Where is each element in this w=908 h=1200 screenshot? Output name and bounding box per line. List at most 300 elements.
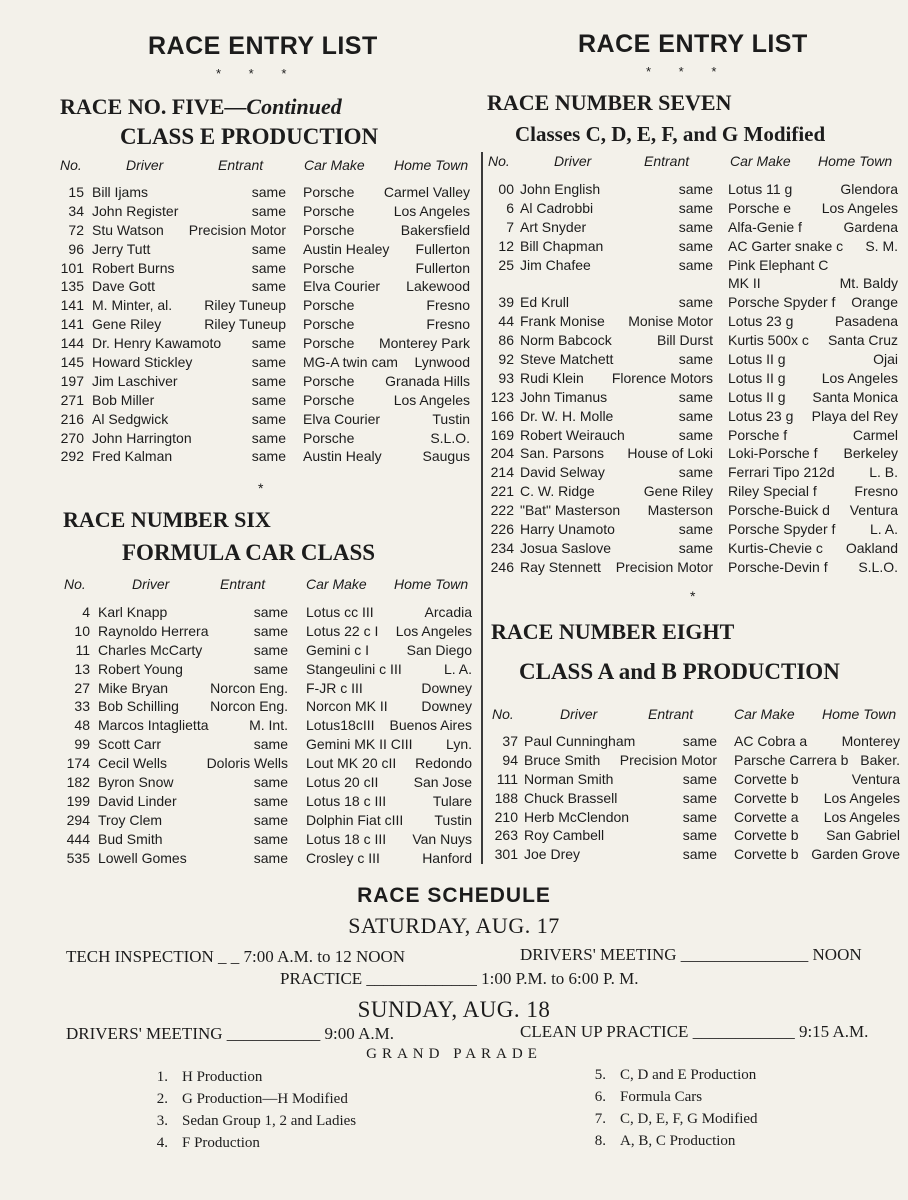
race5-car-make: Porsche — [303, 316, 355, 333]
race6-home-town: Los Angeles — [395, 622, 472, 639]
race5-race-number: 141 — [60, 316, 84, 333]
race7-entrant: Florence Motors — [611, 369, 713, 386]
parade-list-right — [586, 1067, 886, 1155]
race7-entry-row — [484, 370, 904, 389]
race8-header-home-town: Home Town — [822, 706, 897, 722]
parade-item — [586, 1067, 886, 1089]
race7-table — [484, 181, 904, 578]
race7-entry-row — [484, 257, 904, 276]
race8-race-number: 301 — [494, 846, 518, 863]
race5-entrant: same — [251, 278, 286, 295]
race6-race-number: 444 — [66, 830, 90, 847]
parade-item-label: Formula Cars — [620, 1089, 703, 1105]
race7-driver: San. Parsons — [520, 445, 605, 462]
race8-car-make: Corvette b — [734, 846, 799, 863]
race7-entry-row — [484, 332, 904, 351]
parade-item — [148, 1135, 468, 1157]
race5-heading-continued: Continued — [246, 94, 342, 119]
race7-home-town: Playa del Rey — [811, 407, 898, 424]
race7-driver: Dr. W. H. Molle — [520, 407, 614, 424]
race7-entry-row — [484, 351, 904, 370]
race8-race-number: 263 — [494, 827, 518, 844]
race8-header-entrant: Entrant — [648, 706, 694, 722]
race6-entry-row — [58, 850, 478, 869]
race8-entrant: Precision Motor — [619, 751, 717, 768]
race6-entrant: Norcon Eng. — [210, 698, 288, 715]
race7-car-make: Porsche-Buick d — [728, 502, 830, 519]
race7-entry-row — [484, 200, 904, 219]
race5-entrant: Riley Tuneup — [204, 316, 286, 333]
race5-car-make: Porsche — [303, 259, 355, 276]
race7-entrant: same — [678, 199, 713, 216]
race8-car-make: AC Cobra a — [734, 733, 808, 749]
race5-driver: Jerry Tutt — [92, 240, 151, 257]
race5-table — [58, 184, 478, 467]
race5-driver: Dave Gott — [92, 278, 156, 295]
race7-car-make: Lotus 11 g — [728, 181, 793, 197]
race8-race-number: 94 — [502, 751, 518, 768]
race6-driver: Karl Knapp — [98, 604, 168, 620]
left-title: RACE ENTRY LIST — [148, 32, 378, 60]
race6-driver: Byron Snow — [98, 774, 174, 791]
race5-race-number: 270 — [60, 429, 84, 446]
parade-item — [586, 1133, 886, 1155]
race8-race-number: 188 — [494, 789, 518, 806]
race6-driver: Marcos Intaglietta — [98, 717, 209, 734]
race7-race-number: 12 — [498, 237, 514, 254]
race6-header-driver: Driver — [132, 576, 170, 592]
race7-entrant: same — [678, 256, 713, 273]
race7-car-make: AC Garter snake c — [728, 237, 844, 254]
race5-entry-row — [58, 354, 478, 373]
race5-race-number: 292 — [60, 448, 84, 465]
race8-driver: Chuck Brassell — [524, 789, 618, 806]
practice-line: PRACTICE _____________ 1:00 P.M. to 6:00 P. M. — [280, 969, 639, 988]
race5-home-town: Carmel Valley — [383, 184, 470, 200]
race5-home-town: Granada Hills — [385, 372, 470, 389]
race6-subheading: FORMULA CAR CLASS — [122, 540, 376, 565]
race7-entry-row — [484, 464, 904, 483]
race5-car-make: Porsche — [303, 335, 355, 352]
race5-car-make: Elva Courier — [303, 410, 381, 427]
race7-home-town: Gardena — [843, 218, 898, 235]
race5-race-number: 15 — [68, 184, 84, 200]
race8-driver: Herb McClendon — [524, 808, 630, 825]
race7-entry-row — [484, 521, 904, 540]
race6-race-number: 48 — [74, 717, 90, 734]
race5-driver: Dr. Henry Kawamoto — [92, 335, 222, 352]
race7-car-make: Alfa-Genie f — [728, 218, 802, 235]
race7-entrant: same — [678, 237, 713, 254]
race7-car-make: Porsche Spyder f — [728, 521, 836, 538]
race5-entry-row — [58, 297, 478, 316]
parade-item-label: C, D and E Production — [620, 1067, 757, 1083]
parade-item-number: 6. — [594, 1089, 606, 1105]
race6-home-town: San Jose — [413, 774, 472, 791]
race5-race-number: 144 — [60, 335, 84, 352]
race8-home-town: Monterey — [841, 733, 900, 749]
race5-car-make: Porsche — [303, 429, 355, 446]
race5-car-make: Porsche — [303, 297, 355, 314]
right-stars: * * * — [646, 64, 729, 79]
race5-race-number: 145 — [60, 354, 84, 371]
race7-header-car-make: Car Make — [730, 153, 791, 169]
race7-entrant: same — [678, 521, 713, 538]
race5-home-town: Los Angeles — [393, 202, 470, 219]
race8-header-car-make: Car Make — [734, 706, 795, 722]
race5-entry-row — [58, 184, 478, 203]
race6-entry-row — [58, 831, 478, 850]
saturday-heading: SATURDAY, AUG. 17 — [348, 913, 560, 938]
race5-driver: Robert Burns — [92, 259, 175, 276]
race6-car-make: Gemini c I — [306, 641, 370, 658]
race7-header-driver: Driver — [554, 153, 592, 169]
race7-entrant: Gene Riley — [643, 483, 713, 500]
schedule-title: RACE SCHEDULE — [357, 884, 551, 907]
race7-race-number: 25 — [498, 256, 514, 273]
race5-entry-row — [58, 373, 478, 392]
race8-entrant: same — [682, 846, 717, 863]
race5-home-town: Fresno — [426, 297, 470, 314]
race5-car-make: MG-A twin cam — [303, 354, 398, 371]
race7-car-make: Pink Elephant C — [728, 256, 829, 273]
race7-home-town: Los Angeles — [821, 199, 898, 216]
race5-home-town: Los Angeles — [393, 391, 470, 408]
race6-car-make: Lotus 18 c III — [306, 792, 387, 809]
race7-car-make: MK II — [728, 275, 761, 292]
race7-driver: Jim Chafee — [520, 256, 591, 273]
right-title: RACE ENTRY LIST — [578, 30, 808, 58]
race5-car-make: Porsche — [303, 202, 355, 219]
race5-entry-row — [58, 448, 478, 467]
race6-entrant: same — [253, 660, 288, 677]
race6-entry-row — [58, 812, 478, 831]
race5-driver: Bob Miller — [92, 391, 155, 408]
race5-entry-row — [58, 430, 478, 449]
race6-entry-row — [58, 604, 478, 623]
race5-car-make: Austin Healey — [303, 240, 390, 257]
race6-home-town: L. A. — [443, 660, 472, 677]
parade-item-label: H Production — [182, 1069, 263, 1085]
race7-home-town: Los Angeles — [821, 369, 898, 386]
race5-race-number: 72 — [68, 221, 84, 238]
race5-race-number: 271 — [60, 391, 84, 408]
race7-entry-row — [484, 540, 904, 559]
race7-entrant: Bill Durst — [656, 332, 713, 349]
race7-heading: RACE NUMBER SEVEN — [487, 90, 732, 115]
race6-entrant: Norcon Eng. — [210, 679, 288, 696]
right-separator: * — [690, 588, 696, 604]
race6-car-make: Dolphin Fiat cIII — [306, 811, 404, 828]
race7-car-make: Ferrari Tipo 212d — [728, 464, 835, 481]
race6-home-town: Downey — [421, 679, 472, 696]
race5-entry-row — [58, 203, 478, 222]
race7-entry-row — [484, 313, 904, 332]
race8-car-make: Parsche Carrera b — [734, 751, 849, 768]
race7-car-make: Lotus 23 g — [728, 407, 794, 424]
race6-entrant: same — [253, 811, 288, 828]
parade-item — [148, 1069, 468, 1091]
race8-home-town: San Gabriel — [826, 827, 900, 844]
race6-entry-row — [58, 793, 478, 812]
race7-header-home-town: Home Town — [818, 153, 893, 169]
race7-entrant: same — [678, 351, 713, 368]
parade-item-number: 5. — [594, 1067, 606, 1083]
race6-driver: Lowell Gomes — [98, 849, 187, 866]
race7-driver: Norm Babcock — [520, 332, 612, 349]
race8-subheading: CLASS A and B PRODUCTION — [519, 659, 840, 684]
race5-entrant: same — [251, 335, 286, 352]
sunday-heading: SUNDAY, AUG. 18 — [357, 997, 551, 1022]
race7-home-town: L. B. — [869, 464, 898, 481]
race6-entry-row — [58, 680, 478, 699]
race5-race-number: 135 — [60, 278, 84, 295]
race8-entrant: same — [682, 733, 717, 749]
race7-entry-row — [484, 502, 904, 521]
race6-header-entrant: Entrant — [220, 576, 266, 592]
race7-driver: Art Snyder — [520, 218, 587, 235]
race7-home-town: Berkeley — [843, 445, 898, 462]
race8-table — [484, 733, 904, 865]
race6-entry-row — [58, 642, 478, 661]
race5-car-make: Elva Courier — [303, 278, 381, 295]
race7-race-number: 222 — [490, 502, 514, 519]
race7-entrant: Precision Motor — [615, 558, 713, 575]
parade-item-number: 2. — [156, 1091, 168, 1107]
race5-entry-row — [58, 260, 478, 279]
race5-entrant: Precision Motor — [188, 221, 286, 238]
race7-home-town: Mt. Baldy — [839, 275, 898, 292]
race8-home-town: Los Angeles — [823, 789, 900, 806]
race5-driver: Fred Kalman — [92, 448, 173, 465]
race7-entrant: same — [678, 388, 713, 405]
race6-car-make: Lotus 18 c III — [306, 830, 387, 847]
race7-race-number: 246 — [490, 558, 514, 575]
race8-car-make: Corvette a — [734, 808, 799, 825]
race7-home-town: Santa Monica — [812, 388, 898, 405]
grand-parade-title: GRAND PARADE — [366, 1046, 542, 1062]
race5-entrant: same — [251, 240, 286, 257]
race6-home-town: San Diego — [406, 641, 472, 658]
race5-entry-row — [58, 241, 478, 260]
race6-driver: Robert Young — [98, 660, 183, 677]
race7-entry-row — [484, 294, 904, 313]
race6-home-town: Redondo — [415, 755, 472, 772]
race6-driver: Bud Smith — [98, 830, 163, 847]
race7-home-town: Orange — [851, 294, 898, 311]
race8-driver: Bruce Smith — [524, 751, 601, 768]
race6-driver: Scott Carr — [98, 736, 162, 753]
race7-entry-row — [484, 275, 904, 294]
race6-home-town: Arcadia — [424, 604, 472, 620]
race7-race-number: 234 — [490, 539, 514, 556]
race7-race-number: 7 — [506, 218, 514, 235]
race6-driver: Troy Clem — [98, 811, 163, 828]
race6-entrant: same — [253, 641, 288, 658]
race8-heading: RACE NUMBER EIGHT — [491, 619, 735, 644]
race8-car-make: Corvette b — [734, 827, 799, 844]
race6-driver: David Linder — [98, 792, 177, 809]
race8-race-number: 111 — [496, 770, 518, 787]
column-divider — [481, 152, 483, 864]
parade-list-left — [148, 1069, 468, 1157]
race5-subheading: CLASS E PRODUCTION — [120, 124, 379, 149]
race7-driver: "Bat" Masterson — [520, 502, 621, 519]
race5-race-number: 141 — [60, 297, 84, 314]
race7-entry-row — [484, 427, 904, 446]
race5-entrant: same — [251, 391, 286, 408]
race5-race-number: 34 — [68, 202, 84, 219]
parade-item — [148, 1091, 468, 1113]
race6-car-make: Norcon MK II — [306, 698, 388, 715]
race7-race-number: 00 — [498, 181, 514, 197]
race6-entrant: same — [253, 736, 288, 753]
race8-entrant: same — [682, 808, 717, 825]
race7-entrant: same — [678, 426, 713, 443]
race7-driver: Steve Matchett — [520, 351, 614, 368]
race7-header-race-number: No. — [488, 153, 510, 169]
race8-home-town: Los Angeles — [823, 808, 900, 825]
race6-race-number: 174 — [66, 755, 90, 772]
race7-car-make: Lotus II g — [728, 369, 786, 386]
parade-item-label: A, B, C Production — [620, 1133, 736, 1149]
race8-header-race-number: No. — [492, 706, 514, 722]
race7-home-town: Pasadena — [834, 313, 898, 330]
drivers-meeting-sunday-line: DRIVERS' MEETING ___________ 9:00 A.M. — [66, 1024, 394, 1043]
race5-entrant: same — [251, 202, 286, 219]
race8-entry-row — [484, 809, 904, 828]
race5-header-race-number: No. — [60, 157, 82, 173]
race5-home-town: Fresno — [426, 316, 470, 333]
race8-entry-row — [484, 846, 904, 865]
parade-item — [586, 1111, 886, 1133]
race7-entrant: same — [678, 294, 713, 311]
race7-subheading: Classes C, D, E, F, and G Modified — [515, 122, 826, 146]
race7-home-town: Ventura — [849, 502, 898, 519]
race5-driver: Al Sedgwick — [92, 410, 169, 427]
race6-home-town: Buenos Aires — [389, 717, 472, 734]
race7-race-number: 214 — [490, 464, 514, 481]
race7-race-number: 123 — [490, 388, 514, 405]
race7-entrant: same — [678, 218, 713, 235]
race8-car-make: Corvette b — [734, 789, 799, 806]
race7-race-number: 39 — [498, 294, 514, 311]
race7-entry-row — [484, 445, 904, 464]
race7-entrant: Masterson — [647, 502, 713, 519]
race5-driver: Bill Ijams — [92, 184, 149, 200]
race7-entry-row — [484, 181, 904, 200]
race6-car-make: Gemini MK II CIII — [306, 736, 413, 753]
race6-entrant: same — [253, 792, 288, 809]
race5-entrant: same — [251, 410, 286, 427]
race8-driver: Roy Cambell — [524, 827, 605, 844]
race6-entrant: M. Int. — [249, 717, 288, 734]
race6-car-make: Lotus18cIII — [306, 717, 375, 734]
race6-driver: Cecil Wells — [98, 755, 167, 772]
parade-item-label: G Production—H Modified — [182, 1091, 348, 1107]
race6-car-make: Lout MK 20 cII — [306, 755, 397, 772]
race7-driver: Ray Stennett — [520, 558, 601, 575]
race5-driver: John Harrington — [92, 429, 192, 446]
race7-race-number: 221 — [490, 483, 514, 500]
race6-race-number: 294 — [66, 811, 90, 828]
race7-race-number: 6 — [506, 199, 514, 216]
clean-up-practice-line: CLEAN UP PRACTICE ____________ 9:15 A.M. — [520, 1022, 869, 1041]
race7-home-town: S. M. — [865, 237, 898, 254]
race7-driver: Rudi Klein — [520, 369, 584, 386]
race6-race-number: 535 — [66, 849, 90, 866]
race7-driver: Bill Chapman — [520, 237, 604, 254]
race7-home-town: Carmel — [852, 426, 898, 443]
race6-race-number: 182 — [66, 774, 90, 791]
race5-driver: M. Minter, al. — [92, 297, 173, 314]
race8-race-number: 210 — [494, 808, 518, 825]
race7-car-make: Riley Special f — [728, 483, 817, 500]
race6-race-number: 4 — [82, 604, 90, 620]
race6-entry-row — [58, 717, 478, 736]
race8-driver: Joe Drey — [524, 846, 581, 863]
race7-home-town: S.L.O. — [858, 558, 898, 575]
race5-home-town: Bakersfield — [400, 221, 470, 238]
race8-home-town: Garden Grove — [811, 846, 900, 863]
race5-home-town: Monterey Park — [378, 335, 470, 352]
race6-entrant: Doloris Wells — [206, 755, 288, 772]
race7-entrant: same — [678, 539, 713, 556]
race5-race-number: 101 — [60, 259, 84, 276]
race5-header-home-town: Home Town — [394, 157, 469, 173]
race6-entrant: same — [253, 604, 288, 620]
race6-race-number: 13 — [74, 660, 90, 677]
race5-entry-row — [58, 392, 478, 411]
race7-home-town: Ojai — [873, 351, 898, 368]
race5-race-number: 197 — [60, 372, 84, 389]
race5-car-make: Porsche — [303, 372, 355, 389]
race7-car-make: Loki-Porsche f — [728, 445, 818, 462]
race5-entrant: same — [251, 448, 286, 465]
race7-entry-row — [484, 559, 904, 578]
race6-header-home-town: Home Town — [394, 576, 469, 592]
race7-home-town: Glendora — [840, 181, 898, 197]
race7-driver: Ed Krull — [520, 294, 570, 311]
race5-car-make: Porsche — [303, 184, 355, 200]
race5-entrant: same — [251, 184, 286, 200]
race7-race-number: 169 — [490, 426, 514, 443]
parade-item-number: 7. — [594, 1111, 606, 1127]
race7-car-make: Lotus II g — [728, 351, 786, 368]
race5-entrant: same — [251, 429, 286, 446]
race8-entry-row — [484, 790, 904, 809]
race5-home-town: S.L.O. — [430, 429, 470, 446]
race7-home-town: L. A. — [869, 521, 898, 538]
race7-driver: Al Cadrobbi — [520, 199, 594, 216]
race5-home-town: Saugus — [422, 448, 470, 465]
race8-entrant: same — [682, 827, 717, 844]
race6-entrant: same — [253, 849, 288, 866]
race7-car-make: Lotus 23 g — [728, 313, 794, 330]
race7-home-town: Oakland — [845, 539, 898, 556]
race6-driver: Raynoldo Herrera — [98, 622, 209, 639]
race6-table — [58, 604, 478, 868]
race5-entrant: same — [251, 372, 286, 389]
race7-race-number: 204 — [490, 445, 514, 462]
race8-driver: Paul Cunningham — [524, 733, 636, 749]
race5-driver: John Register — [92, 202, 179, 219]
race6-car-make: Lotus 22 c I — [306, 622, 379, 639]
race6-entry-row — [58, 698, 478, 717]
race8-entrant: same — [682, 789, 717, 806]
race7-entry-row — [484, 219, 904, 238]
race7-header-entrant: Entrant — [644, 153, 690, 169]
